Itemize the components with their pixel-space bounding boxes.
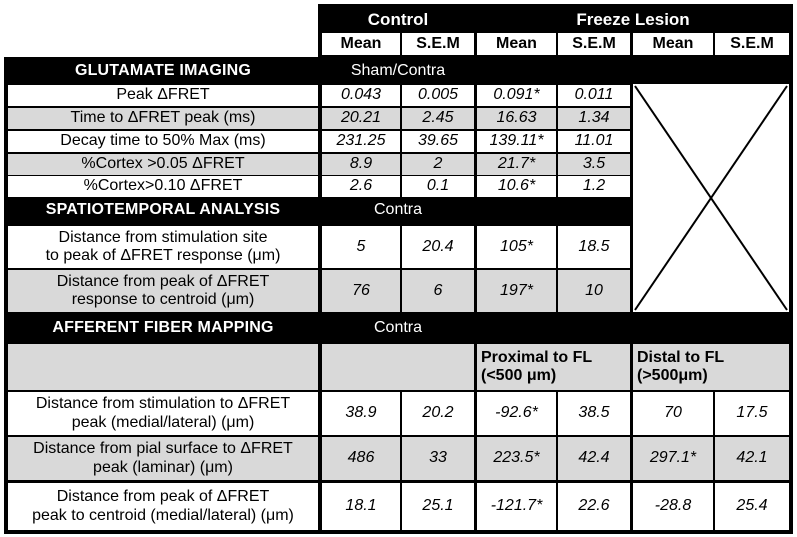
distal-mean-cell: -28.8 — [633, 483, 713, 530]
cross-icon — [633, 84, 789, 312]
fl-mean-cell: 21.7* — [477, 154, 556, 175]
row-label — [8, 270, 318, 312]
control-sem-cell: 25.1 — [402, 483, 474, 530]
control-sem-header: S.E.M — [402, 33, 474, 55]
distal-sem-cell: 42.1 — [715, 437, 789, 480]
distal-mean-cell: 297.1* — [633, 437, 713, 480]
row-label-line1: Distance from peak of ΔFRET — [56, 488, 270, 506]
control-header: Control — [367, 10, 429, 30]
distal-mean-cell: 70 — [633, 392, 713, 435]
control-mean-cell: 18.1 — [322, 483, 400, 530]
proximal-mean-cell: 223.5* — [477, 437, 556, 480]
distal-header-line1: Distal to FL — [637, 348, 725, 366]
proximal-header-line1: Proximal to FL — [481, 348, 593, 366]
distal-sem-header: S.E.M — [715, 33, 789, 55]
row-label-line1: Distance from pial surface to ΔFRET — [33, 440, 293, 458]
fl-mean-cell: 0.091* — [477, 85, 556, 106]
row-label-line2: peak (medial/lateral) (μm) — [71, 413, 255, 431]
row-label-line2: peak (laminar) (μm) — [93, 458, 233, 476]
fl-sem-header: S.E.M — [558, 33, 630, 55]
section-afferent-note: Contra — [373, 318, 423, 336]
control-mean-cell: 38.9 — [322, 392, 400, 435]
control-mean-cell: 76 — [322, 270, 400, 312]
fl-sem-cell: 11.01 — [558, 131, 630, 152]
proximal-header — [477, 344, 630, 390]
row-label — [8, 392, 318, 435]
proximal-sem-cell: 22.6 — [558, 483, 630, 530]
fl-sem-cell: 10 — [558, 270, 630, 312]
control-sem-cell: 0.005 — [402, 85, 474, 106]
control-mean-cell: 0.043 — [322, 85, 400, 106]
control-sem-cell: 2 — [402, 154, 474, 175]
fl-mean-cell: 105* — [477, 226, 556, 268]
fl-mean-header: Mean — [477, 33, 556, 55]
row-label: Peak ΔFRET — [8, 85, 318, 106]
fl-mean-cell: 10.6* — [477, 176, 556, 197]
control-mean-cell: 20.21 — [322, 108, 400, 129]
proximal-sem-cell: 42.4 — [558, 437, 630, 480]
afferent-sub-label-blank — [8, 344, 318, 390]
control-mean-cell: 5 — [322, 226, 400, 268]
row-label-line2: to peak of ΔFRET response (μm) — [45, 247, 281, 264]
fl-sem-cell: 3.5 — [558, 154, 630, 175]
distal-header-line2: (>500μm) — [637, 367, 708, 384]
row-label: Time to ΔFRET peak (ms) — [8, 108, 318, 129]
control-mean-cell: 8.9 — [322, 154, 400, 175]
not-applicable-box — [633, 84, 789, 312]
row-label — [8, 437, 318, 480]
fl-mean-cell: 197* — [477, 270, 556, 312]
distal-header — [633, 344, 789, 390]
control-mean-cell: 2.6 — [322, 176, 400, 197]
control-sem-cell: 33 — [402, 437, 474, 480]
control-sem-cell: 0.1 — [402, 176, 474, 197]
proximal-mean-cell: -121.7* — [477, 483, 556, 530]
proximal-header-line2: (<500 μm) — [481, 367, 557, 384]
proximal-sem-cell: 38.5 — [558, 392, 630, 435]
fl-sem-cell: 18.5 — [558, 226, 630, 268]
distal-sem-cell: 17.5 — [715, 392, 789, 435]
section-spatiotemporal-note: Contra — [373, 201, 423, 219]
row-label: Decay time to 50% Max (ms) — [8, 131, 318, 152]
fl-sem-cell: 1.34 — [558, 108, 630, 129]
control-mean-header: Mean — [322, 33, 400, 55]
distal-sem-cell: 25.4 — [715, 483, 789, 530]
control-mean-cell: 486 — [322, 437, 400, 480]
section-afferent-title: AFFERENT FIBER MAPPING — [52, 318, 274, 336]
proximal-mean-cell: -92.6* — [477, 392, 556, 435]
section-glutamate-note: Sham/Contra — [350, 61, 446, 79]
control-sem-cell: 6 — [402, 270, 474, 312]
fl-sem-cell: 0.011 — [558, 85, 630, 106]
fl-mean-cell: 139.11* — [477, 131, 556, 152]
afferent-sub-control-blank — [322, 344, 474, 390]
control-sem-cell: 2.45 — [402, 108, 474, 129]
control-sem-cell: 20.4 — [402, 226, 474, 268]
row-label — [8, 483, 318, 530]
row-label-line1: Distance from peak of ΔFRET — [56, 272, 270, 290]
control-sem-cell: 39.65 — [402, 131, 474, 152]
section-glutamate-title: GLUTAMATE IMAGING — [74, 61, 252, 79]
row-label — [8, 226, 318, 268]
fl-sem-cell: 1.2 — [558, 176, 630, 197]
distal-mean-header: Mean — [633, 33, 713, 55]
row-label-line1: Distance from stimulation to ΔFRET — [35, 395, 291, 413]
fl-mean-cell: 16.63 — [477, 108, 556, 129]
section-spatiotemporal-title: SPATIOTEMPORAL ANALYSIS — [45, 201, 281, 219]
control-mean-cell: 231.25 — [322, 131, 400, 152]
row-label-line1: Distance from stimulation site — [58, 228, 268, 246]
control-sem-cell: 20.2 — [402, 392, 474, 435]
row-label: %Cortex>0.10 ΔFRET — [8, 176, 318, 197]
freeze-lesion-header: Freeze Lesion — [576, 10, 690, 30]
row-label: %Cortex >0.05 ΔFRET — [8, 154, 318, 175]
row-label-line2: response to centroid (μm) — [71, 291, 255, 308]
row-label-line2: peak to centroid (medial/lateral) (μm) — [32, 506, 294, 524]
